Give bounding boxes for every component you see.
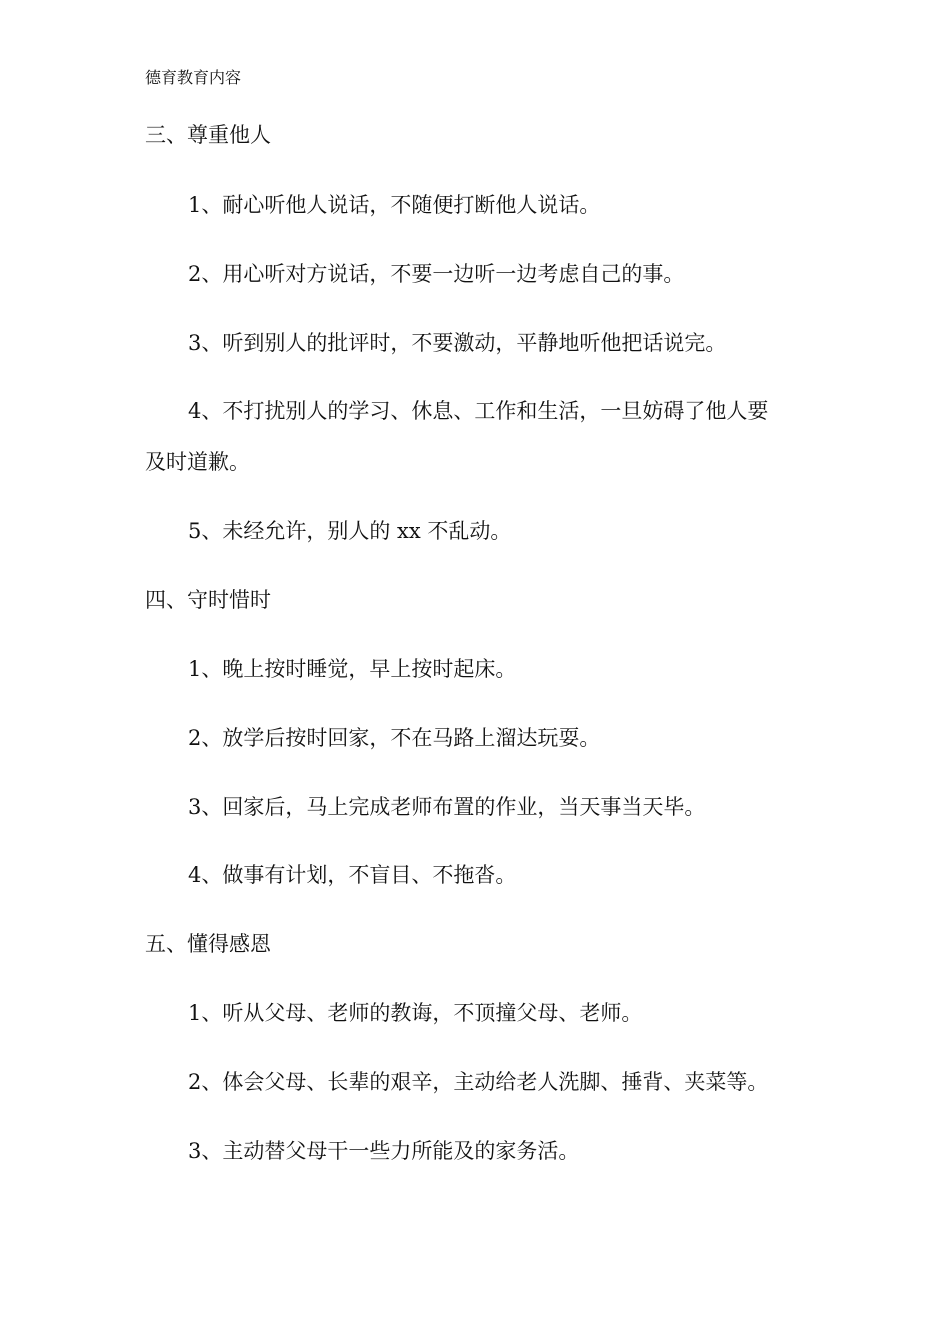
list-item: 4、做事有计划，不盲目、不拖沓。 — [188, 863, 517, 887]
list-item: 4、不打扰别人的学习、休息、工作和生活，一旦妨碍了他人要 — [188, 399, 769, 423]
document-header: 德育教育内容 — [145, 68, 242, 87]
list-item: 3、回家后，马上完成老师布置的作业，当天事当天毕。 — [188, 795, 706, 819]
list-item: 1、晚上按时睡觉，早上按时起床。 — [188, 657, 517, 681]
list-item: 3、听到别人的批评时，不要激动，平静地听他把话说完。 — [188, 331, 727, 355]
list-item: 3、主动替父母干一些力所能及的家务活。 — [188, 1139, 580, 1163]
list-item-continuation: 及时道歉。 — [145, 450, 250, 474]
section-heading-punctuality: 四、守时惜时 — [145, 588, 271, 612]
list-item: 2、用心听对方说话，不要一边听一边考虑自己的事。 — [188, 262, 685, 286]
section-heading-respect: 三、尊重他人 — [145, 123, 271, 147]
list-item: 2、放学后按时回家，不在马路上溜达玩耍。 — [188, 726, 601, 750]
list-item: 2、体会父母、长辈的艰辛，主动给老人洗脚、捶背、夹菜等。 — [188, 1070, 769, 1094]
list-item: 1、耐心听他人说话，不随便打断他人说话。 — [188, 193, 601, 217]
list-item: 1、听从父母、老师的教诲，不顶撞父母、老师。 — [188, 1001, 643, 1025]
section-heading-gratitude: 五、懂得感恩 — [145, 932, 271, 956]
list-item: 5、未经允许，别人的 xx 不乱动。 — [188, 519, 512, 543]
